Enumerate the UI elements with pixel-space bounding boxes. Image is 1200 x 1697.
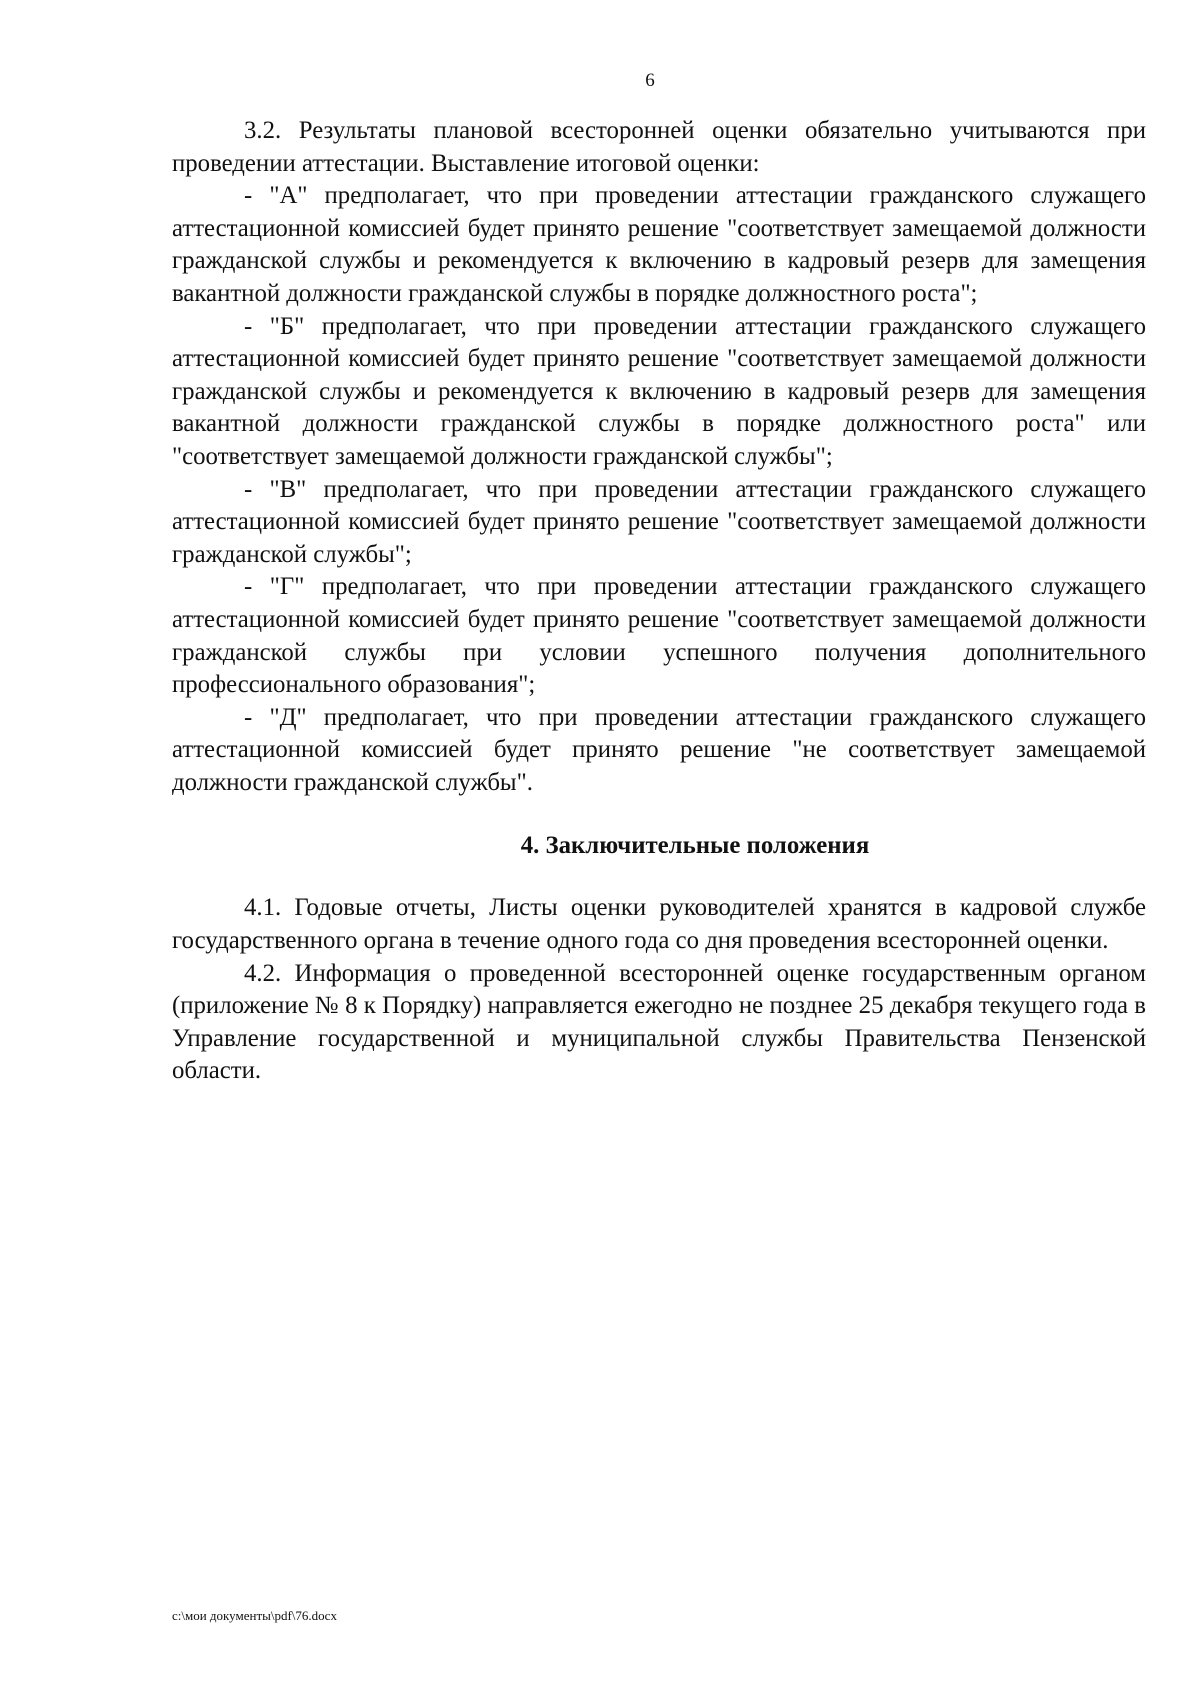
page-number: 6 <box>645 70 655 91</box>
paragraph-grade-g: - "Г" предполагает, что при проведении аттестации гражданского служащего аттестационной комиссией будет принято решение "соответствует замещаемой должности гражданской службы при условии успешного получения дополнительного профессионального образования"; <box>172 573 1146 699</box>
footer-file-path: c:\мои документы\pdf\76.docx <box>172 1608 337 1623</box>
section-heading: 4. Заключительные положения <box>520 832 870 860</box>
paragraph-grade-d: - "Д" предполагает, что при проведении аттестации гражданского служащего аттестационной комиссией будет принято решение "не соответствует замещаемой должности гражданской службы". <box>172 703 1146 796</box>
paragraph-4-1: 4.1. Годовые отчеты, Листы оценки руководителей хранятся в кадровой службе государственного органа в течение одного года со дня проведения всесторонней оценки. <box>172 894 1146 955</box>
paragraph-grade-v: - "В" предполагает, что при проведении аттестации гражданского служащего аттестационной комиссией будет принято решение "соответствует замещаемой должности гражданской службы"; <box>172 475 1146 568</box>
paragraph-grade-a: - "А" предполагает, что при проведении аттестации гражданского служащего аттестационной комиссией будет принято решение "соответствует замещаемой должности гражданской службы и рекомендуется к включению в кадровый резерв для замещения вакантной должности гражданской службы в порядке должностного роста"; <box>172 182 1146 307</box>
paragraph-grade-b: - "Б" предполагает, что при проведении аттестации гражданского служащего аттестационной комиссией будет принято решение "соответствует замещаемой должности гражданской службы и рекомендуется к включению в кадровый резерв для замещения вакантной должности гражданской службы в порядке должностного роста" или "соответствует замещаемой должности гражданской службы"; <box>172 312 1146 470</box>
paragraph-3-2: 3.2. Результаты плановой всесторонней оценки обязательно учитываются при проведении аттестации. Выставление итоговой оценки: <box>172 117 1146 177</box>
document-body <box>172 115 1146 1088</box>
paragraph-4-2: 4.2. Информация о проведенной всесторонней оценке государственным органом (приложение № 8 к Порядку) направляется ежегодно не позднее 25 декабря текущего года в Управление государственной и муниципальной службы Правительства Пензенской области. <box>172 959 1146 1085</box>
